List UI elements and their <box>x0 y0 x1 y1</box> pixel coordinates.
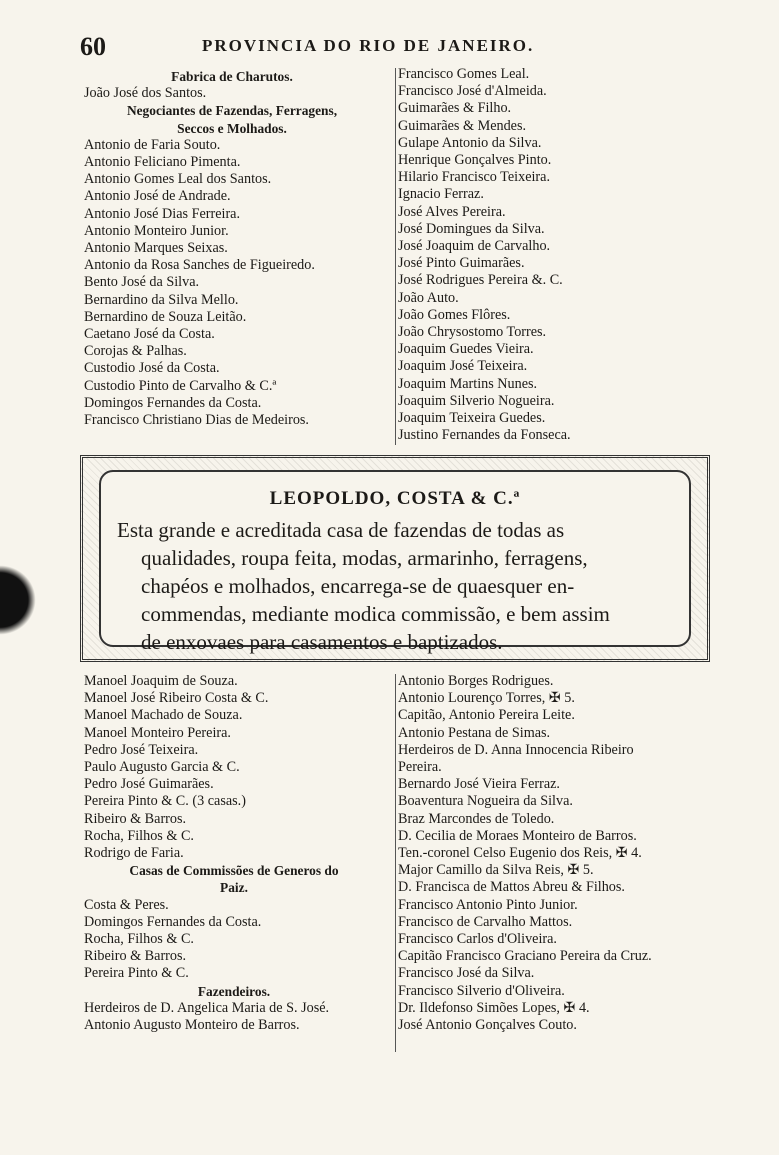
directory-entry: Antonio José Dias Ferreira. <box>84 205 241 222</box>
section-heading: Negociantes de Fazendas, Ferragens, <box>126 103 338 119</box>
directory-entry: Guimarães & Filho. <box>398 100 512 117</box>
directory-entry: Bernardino de Souza Leitão. <box>84 308 247 325</box>
directory-entry: Bernardino da Silva Mello. <box>84 291 239 308</box>
directory-entry: Major Camillo da Silva Reis, ✠ 5. <box>398 862 594 879</box>
advertisement-box <box>80 455 710 662</box>
advertisement-line: Esta grande e acreditada casa de fazendas de todas as <box>117 518 565 542</box>
directory-entry: Antonio de Faria Souto. <box>84 136 221 153</box>
directory-entry: João Chrysostomo Torres. <box>398 324 547 341</box>
directory-entry: Justino Fernandes da Fonseca. <box>398 427 571 444</box>
directory-entry: José Joaquim de Carvalho. <box>398 238 551 255</box>
directory-entry: Antonio Augusto Monteiro de Barros. <box>84 1017 300 1034</box>
page-number: 60 <box>80 32 106 61</box>
advertisement-title: LEOPOLDO, COSTA & C.ª <box>269 488 521 509</box>
directory-entry: Herdeiros de D. Anna Innocencia Ribeiro <box>398 741 634 758</box>
directory-entry: Manoel Machado de Souza. <box>84 707 243 724</box>
advertisement-line: chapéos e molhados, encarrega-se de quaesquer en- <box>141 574 575 598</box>
directory-entry: Rodrigo de Faria. <box>84 845 184 862</box>
directory-entry: Francisco Carlos d'Oliveira. <box>398 931 557 948</box>
directory-entry: Francisco Silverio d'Oliveira. <box>398 982 565 999</box>
section-heading: Fabrica de Charutos. <box>171 69 293 84</box>
directory-entry: Joaquim Guedes Vieira. <box>398 341 534 358</box>
directory-entry: Boaventura Nogueira da Silva. <box>398 793 573 810</box>
page-header <box>80 32 700 62</box>
directory-entry: Joaquim Martins Nunes. <box>398 375 538 392</box>
directory-entry: José Alves Pereira. <box>398 203 506 220</box>
directory-entry: Antonio Pestana de Simas. <box>398 724 551 741</box>
directory-entry: D. Cecilia de Moraes Monteiro de Barros. <box>398 827 637 844</box>
directory-entry: Pedro José Teixeira. <box>84 741 199 758</box>
advertisement-line: de enxovaes para casamentos e baptizados. <box>141 630 503 654</box>
directory-entry: Francisco Gomes Leal. <box>398 66 530 82</box>
directory-entry: João Gomes Flôres. <box>398 306 511 323</box>
directory-entry: Antonio da Rosa Sanches de Figueiredo. <box>84 257 315 274</box>
directory-entry: Manoel Monteiro Pereira. <box>84 724 231 741</box>
directory-entry: Manoel Joaquim de Souza. <box>84 673 238 689</box>
right-column-bottom <box>398 673 718 1034</box>
directory-entry: Hilario Francisco Teixeira. <box>398 169 550 186</box>
directory-entry: Francisco José d'Almeida. <box>398 83 547 100</box>
directory-entry: Rocha, Filhos & C. <box>84 931 194 948</box>
directory-entry: D. Francisca de Mattos Abreu & Filhos. <box>398 879 625 896</box>
directory-entry: Pereira. <box>398 759 442 776</box>
directory-entry: Antonio Monteiro Junior. <box>84 222 229 239</box>
directory-entry: Manoel José Ribeiro Costa & C. <box>84 690 269 707</box>
column-divider-bottom <box>395 674 396 1052</box>
directory-entry: Paulo Augusto Garcia & C. <box>84 759 240 776</box>
directory-entry: Corojas & Palhas. <box>84 343 187 360</box>
directory-entry: Capitão, Antonio Pereira Leite. <box>398 707 575 724</box>
directory-entry: João Auto. <box>398 289 459 306</box>
column-divider-top <box>395 68 396 445</box>
directory-entry: João José dos Santos. <box>84 85 207 102</box>
advertisement-line: commendas, mediante modica commissão, e bem assim <box>141 602 610 626</box>
directory-entry: Francisco José da Silva. <box>398 965 535 982</box>
directory-entry: Pereira Pinto & C. (3 casas.) <box>84 793 246 810</box>
directory-entry: José Domingues da Silva. <box>398 220 545 237</box>
directory-entry: Francisco de Carvalho Mattos. <box>398 913 573 930</box>
left-column-bottom <box>84 673 384 1034</box>
directory-entry: Ribeiro & Barros. <box>84 948 187 965</box>
directory-entry: Ignacio Ferraz. <box>398 186 484 203</box>
directory-entry: Bento José da Silva. <box>84 274 200 291</box>
advertisement-text <box>101 510 689 656</box>
directory-entry: Antonio Lourenço Torres, ✠ 5. <box>398 690 575 707</box>
ink-blot <box>0 565 36 635</box>
directory-entry: Dr. Ildefonso Simões Lopes, ✠ 4. <box>398 999 590 1016</box>
directory-entry: Braz Marcondes de Toledo. <box>398 810 555 827</box>
directory-entry: Herdeiros de D. Angelica Maria de S. José. <box>84 999 330 1016</box>
section-heading: Fazendeiros. <box>197 983 271 999</box>
right-column-top <box>398 66 698 444</box>
directory-entry: Ribeiro & Barros. <box>84 810 187 827</box>
advertisement-line: qualidades, roupa feita, modas, armarinho, ferragens, <box>141 546 588 570</box>
advertisement-panel <box>99 470 691 654</box>
directory-entry: Henrique Gonçalves Pinto. <box>398 152 552 169</box>
section-heading: Seccos e Molhados. <box>177 120 287 136</box>
section-heading: Paiz. <box>220 880 248 896</box>
directory-entry: Antonio Gomes Leal dos Santos. <box>84 171 272 188</box>
directory-entry: Francisco Christiano Dias de Medeiros. <box>84 412 309 429</box>
directory-entry: Joaquim José Teixeira. <box>398 358 528 375</box>
directory-entry: Joaquim Silverio Nogueira. <box>398 392 555 409</box>
directory-entry: José Pinto Guimarães. <box>398 255 525 272</box>
running-title: PROVINCIA DO RIO DE JANEIRO. <box>202 36 535 55</box>
directory-entry: Gulape Antonio da Silva. <box>398 134 542 151</box>
directory-entry: Rocha, Filhos & C. <box>84 827 194 844</box>
directory-entry: Caetano José da Costa. <box>84 326 215 343</box>
directory-entry: Antonio Feliciano Pimenta. <box>84 154 241 171</box>
directory-entry: Francisco Antonio Pinto Junior. <box>398 896 578 913</box>
directory-entry: Pedro José Guimarães. <box>84 776 214 793</box>
directory-entry: Capitão Francisco Graciano Pereira da Cruz. <box>398 948 652 965</box>
directory-entry: Ten.-coronel Celso Eugenio dos Reis, ✠ 4. <box>398 845 642 862</box>
directory-entry: Guimarães & Mendes. <box>398 117 527 134</box>
directory-entry: Domingos Fernandes da Costa. <box>84 394 262 411</box>
directory-entry: José Rodrigues Pereira &. C. <box>398 272 563 289</box>
left-column-top <box>84 68 380 429</box>
directory-entry: Pereira Pinto & C. <box>84 965 189 982</box>
directory-entry: Domingos Fernandes da Costa. <box>84 913 262 930</box>
directory-entry: Antonio Borges Rodrigues. <box>398 673 554 689</box>
directory-entry: Custodio Pinto de Carvalho & C.ª <box>84 377 277 394</box>
directory-entry: José Antonio Gonçalves Couto. <box>398 1017 577 1034</box>
directory-entry: Costa & Peres. <box>84 896 169 913</box>
directory-entry: Custodio José da Costa. <box>84 360 220 377</box>
directory-entry: Antonio José de Andrade. <box>84 188 231 205</box>
directory-entry: Antonio Marques Seixas. <box>84 240 228 257</box>
section-heading: Casas de Commissões de Generos do <box>129 863 339 879</box>
directory-entry: Bernardo José Vieira Ferraz. <box>398 776 560 793</box>
directory-entry: Joaquim Teixeira Guedes. <box>398 410 546 427</box>
